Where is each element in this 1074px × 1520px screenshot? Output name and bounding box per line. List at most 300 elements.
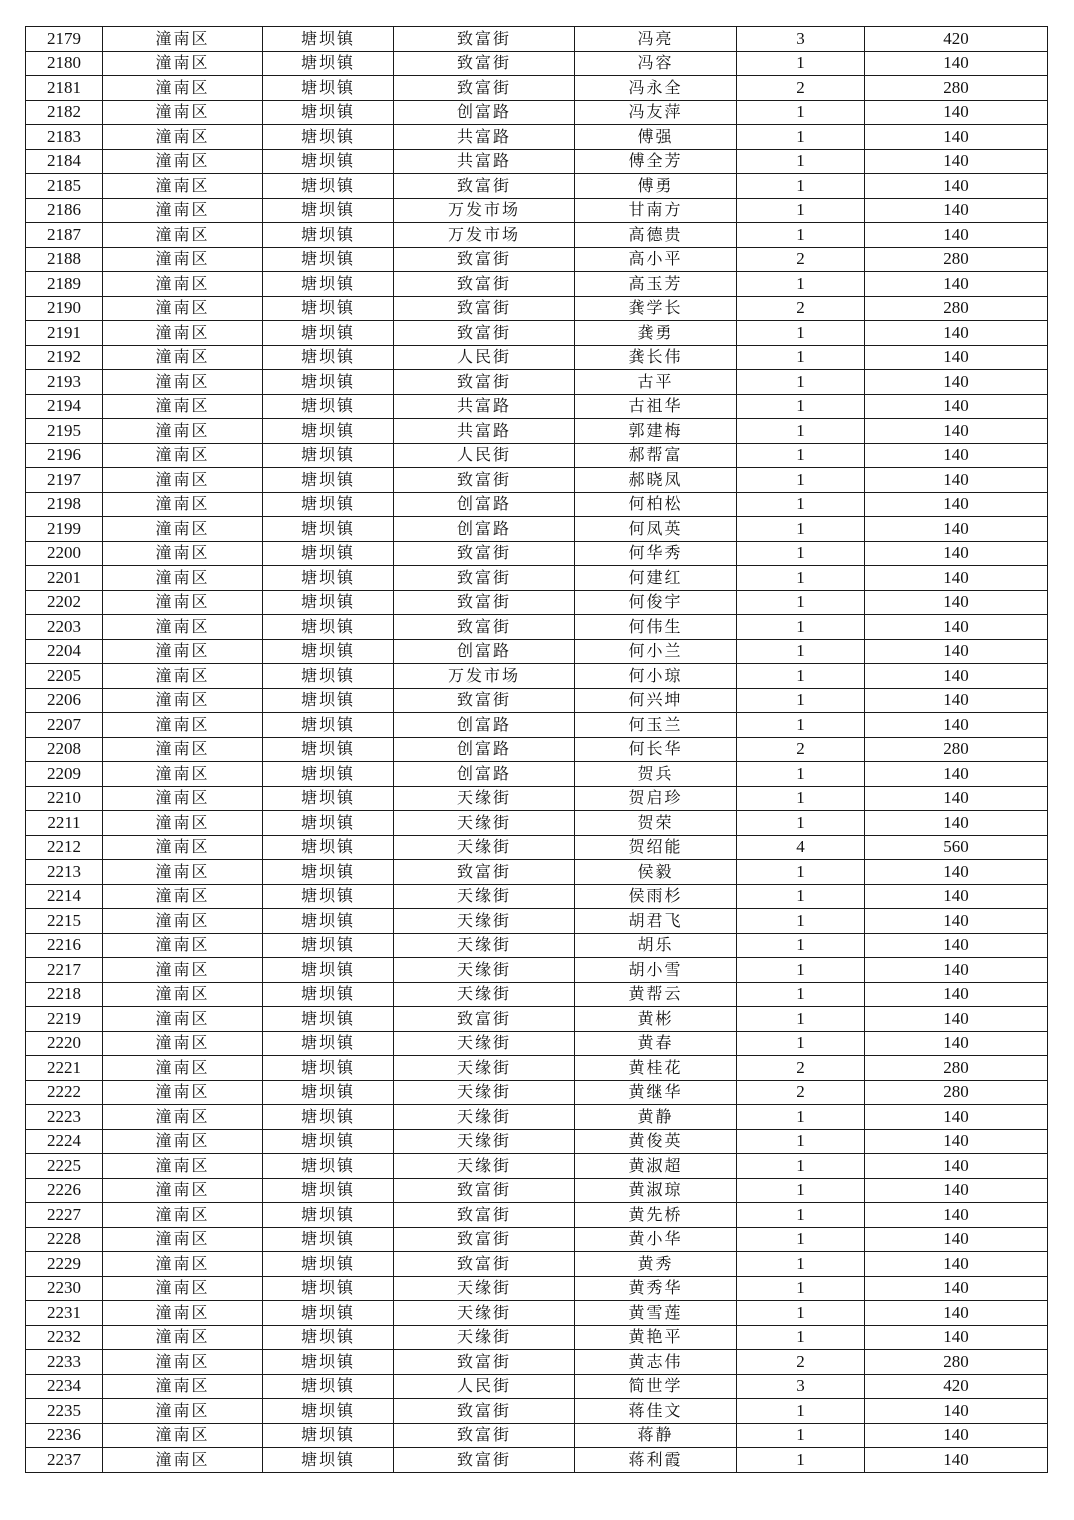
name-cell: 黄春 [575, 1031, 737, 1056]
row-number-cell: 2218 [26, 982, 103, 1007]
street-cell: 天缘街 [394, 884, 575, 909]
name-cell: 何建红 [575, 566, 737, 591]
street-cell: 创富路 [394, 762, 575, 787]
amount-cell: 140 [865, 1031, 1048, 1056]
household-count-cell: 1 [737, 198, 865, 223]
household-count-cell: 2 [737, 1080, 865, 1105]
table-row [26, 1007, 1048, 1032]
district-cell: 潼南区 [103, 566, 263, 591]
amount-cell: 560 [865, 835, 1048, 860]
name-cell: 何柏松 [575, 492, 737, 517]
district-cell: 潼南区 [103, 370, 263, 395]
town-cell: 塘坝镇 [263, 1325, 394, 1350]
household-count-cell: 1 [737, 492, 865, 517]
amount-cell: 140 [865, 566, 1048, 591]
row-number-cell: 2236 [26, 1423, 103, 1448]
district-cell: 潼南区 [103, 419, 263, 444]
name-cell: 蒋佳文 [575, 1399, 737, 1424]
district-cell: 潼南区 [103, 639, 263, 664]
table-row [26, 1080, 1048, 1105]
row-number-cell: 2204 [26, 639, 103, 664]
household-count-cell: 2 [737, 1350, 865, 1375]
row-number-cell: 2193 [26, 370, 103, 395]
town-cell: 塘坝镇 [263, 247, 394, 272]
row-number-cell: 2182 [26, 100, 103, 125]
amount-cell: 140 [865, 51, 1048, 76]
amount-cell: 140 [865, 1129, 1048, 1154]
household-count-cell: 1 [737, 394, 865, 419]
town-cell: 塘坝镇 [263, 394, 394, 419]
street-cell: 天缘街 [394, 1080, 575, 1105]
name-cell: 胡小雪 [575, 958, 737, 983]
table-row [26, 786, 1048, 811]
household-count-cell: 1 [737, 272, 865, 297]
district-cell: 潼南区 [103, 492, 263, 517]
town-cell: 塘坝镇 [263, 737, 394, 762]
street-cell: 天缘街 [394, 933, 575, 958]
table-row [26, 174, 1048, 199]
table-row [26, 321, 1048, 346]
amount-cell: 420 [865, 27, 1048, 52]
amount-cell: 280 [865, 247, 1048, 272]
district-cell: 潼南区 [103, 223, 263, 248]
town-cell: 塘坝镇 [263, 76, 394, 101]
name-cell: 何长华 [575, 737, 737, 762]
town-cell: 塘坝镇 [263, 811, 394, 836]
street-cell: 天缘街 [394, 835, 575, 860]
row-number-cell: 2192 [26, 345, 103, 370]
town-cell: 塘坝镇 [263, 909, 394, 934]
town-cell: 塘坝镇 [263, 590, 394, 615]
row-number-cell: 2199 [26, 517, 103, 542]
name-cell: 黄淑琼 [575, 1178, 737, 1203]
table-row [26, 247, 1048, 272]
household-count-cell: 2 [737, 247, 865, 272]
row-number-cell: 2214 [26, 884, 103, 909]
town-cell: 塘坝镇 [263, 223, 394, 248]
town-cell: 塘坝镇 [263, 762, 394, 787]
row-number-cell: 2198 [26, 492, 103, 517]
district-cell: 潼南区 [103, 1325, 263, 1350]
street-cell: 创富路 [394, 517, 575, 542]
district-cell: 潼南区 [103, 1105, 263, 1130]
town-cell: 塘坝镇 [263, 664, 394, 689]
district-cell: 潼南区 [103, 321, 263, 346]
row-number-cell: 2237 [26, 1448, 103, 1473]
name-cell: 黄雪莲 [575, 1301, 737, 1326]
district-cell: 潼南区 [103, 394, 263, 419]
name-cell: 甘南方 [575, 198, 737, 223]
street-cell: 人民街 [394, 345, 575, 370]
street-cell: 致富街 [394, 1423, 575, 1448]
amount-cell: 140 [865, 1252, 1048, 1277]
street-cell: 创富路 [394, 639, 575, 664]
district-cell: 潼南区 [103, 786, 263, 811]
table-row [26, 884, 1048, 909]
household-count-cell: 1 [737, 615, 865, 640]
name-cell: 蒋利霞 [575, 1448, 737, 1473]
row-number-cell: 2234 [26, 1374, 103, 1399]
name-cell: 冯永全 [575, 76, 737, 101]
town-cell: 塘坝镇 [263, 1252, 394, 1277]
amount-cell: 280 [865, 1350, 1048, 1375]
name-cell: 黄继华 [575, 1080, 737, 1105]
town-cell: 塘坝镇 [263, 443, 394, 468]
household-count-cell: 2 [737, 296, 865, 321]
row-number-cell: 2179 [26, 27, 103, 52]
household-count-cell: 1 [737, 786, 865, 811]
street-cell: 致富街 [394, 1448, 575, 1473]
amount-cell: 140 [865, 1154, 1048, 1179]
row-number-cell: 2191 [26, 321, 103, 346]
street-cell: 致富街 [394, 860, 575, 885]
row-number-cell: 2196 [26, 443, 103, 468]
name-cell: 郝帮富 [575, 443, 737, 468]
street-cell: 致富街 [394, 1178, 575, 1203]
table-row [26, 1276, 1048, 1301]
town-cell: 塘坝镇 [263, 541, 394, 566]
street-cell: 共富路 [394, 419, 575, 444]
row-number-cell: 2206 [26, 688, 103, 713]
town-cell: 塘坝镇 [263, 174, 394, 199]
household-count-cell: 1 [737, 1178, 865, 1203]
name-cell: 黄小华 [575, 1227, 737, 1252]
town-cell: 塘坝镇 [263, 125, 394, 150]
name-cell: 冯友萍 [575, 100, 737, 125]
household-count-cell: 1 [737, 884, 865, 909]
amount-cell: 140 [865, 419, 1048, 444]
district-cell: 潼南区 [103, 1374, 263, 1399]
household-count-cell: 1 [737, 1276, 865, 1301]
amount-cell: 140 [865, 1423, 1048, 1448]
amount-cell: 140 [865, 321, 1048, 346]
household-count-cell: 2 [737, 1056, 865, 1081]
household-count-cell: 1 [737, 639, 865, 664]
street-cell: 致富街 [394, 1227, 575, 1252]
table-row [26, 394, 1048, 419]
town-cell: 塘坝镇 [263, 1227, 394, 1252]
street-cell: 天缘街 [394, 786, 575, 811]
street-cell: 天缘街 [394, 1301, 575, 1326]
row-number-cell: 2232 [26, 1325, 103, 1350]
row-number-cell: 2189 [26, 272, 103, 297]
table-row [26, 688, 1048, 713]
amount-cell: 140 [865, 1105, 1048, 1130]
street-cell: 致富街 [394, 76, 575, 101]
household-count-cell: 1 [737, 1448, 865, 1473]
row-number-cell: 2197 [26, 468, 103, 493]
town-cell: 塘坝镇 [263, 615, 394, 640]
table-row [26, 223, 1048, 248]
name-cell: 黄静 [575, 1105, 737, 1130]
name-cell: 冯容 [575, 51, 737, 76]
table-row [26, 590, 1048, 615]
household-count-cell: 1 [737, 149, 865, 174]
table-row [26, 737, 1048, 762]
town-cell: 塘坝镇 [263, 1080, 394, 1105]
amount-cell: 280 [865, 76, 1048, 101]
row-number-cell: 2210 [26, 786, 103, 811]
table-row [26, 1350, 1048, 1375]
table-row [26, 1374, 1048, 1399]
household-count-cell: 1 [737, 345, 865, 370]
district-cell: 潼南区 [103, 1227, 263, 1252]
town-cell: 塘坝镇 [263, 1154, 394, 1179]
row-number-cell: 2233 [26, 1350, 103, 1375]
table-row [26, 517, 1048, 542]
town-cell: 塘坝镇 [263, 1203, 394, 1228]
table-row [26, 443, 1048, 468]
street-cell: 致富街 [394, 27, 575, 52]
table-row [26, 541, 1048, 566]
district-cell: 潼南区 [103, 1129, 263, 1154]
town-cell: 塘坝镇 [263, 1374, 394, 1399]
district-cell: 潼南区 [103, 296, 263, 321]
district-cell: 潼南区 [103, 688, 263, 713]
district-cell: 潼南区 [103, 664, 263, 689]
street-cell: 共富路 [394, 394, 575, 419]
district-cell: 潼南区 [103, 982, 263, 1007]
district-cell: 潼南区 [103, 198, 263, 223]
town-cell: 塘坝镇 [263, 272, 394, 297]
name-cell: 傅勇 [575, 174, 737, 199]
amount-cell: 140 [865, 1399, 1048, 1424]
district-cell: 潼南区 [103, 247, 263, 272]
household-count-cell: 2 [737, 737, 865, 762]
row-number-cell: 2201 [26, 566, 103, 591]
street-cell: 致富街 [394, 296, 575, 321]
district-cell: 潼南区 [103, 149, 263, 174]
household-count-cell: 1 [737, 370, 865, 395]
amount-cell: 140 [865, 1203, 1048, 1228]
row-number-cell: 2211 [26, 811, 103, 836]
street-cell: 天缘街 [394, 1129, 575, 1154]
household-count-cell: 1 [737, 958, 865, 983]
amount-cell: 140 [865, 639, 1048, 664]
household-count-cell: 1 [737, 860, 865, 885]
name-cell: 高玉芳 [575, 272, 737, 297]
district-cell: 潼南区 [103, 174, 263, 199]
table-row [26, 272, 1048, 297]
district-cell: 潼南区 [103, 1301, 263, 1326]
table-row [26, 1252, 1048, 1277]
household-count-cell: 1 [737, 1007, 865, 1032]
row-number-cell: 2235 [26, 1399, 103, 1424]
name-cell: 何玉兰 [575, 713, 737, 738]
amount-cell: 280 [865, 296, 1048, 321]
amount-cell: 140 [865, 1301, 1048, 1326]
name-cell: 郝晓凤 [575, 468, 737, 493]
table-row [26, 27, 1048, 52]
name-cell: 何兴坤 [575, 688, 737, 713]
table-row [26, 198, 1048, 223]
district-cell: 潼南区 [103, 860, 263, 885]
row-number-cell: 2205 [26, 664, 103, 689]
table-row [26, 982, 1048, 1007]
amount-cell: 140 [865, 688, 1048, 713]
name-cell: 黄彬 [575, 1007, 737, 1032]
household-count-cell: 1 [737, 1252, 865, 1277]
row-number-cell: 2190 [26, 296, 103, 321]
street-cell: 创富路 [394, 100, 575, 125]
street-cell: 天缘街 [394, 1031, 575, 1056]
district-cell: 潼南区 [103, 76, 263, 101]
roster-table [25, 26, 1048, 1473]
amount-cell: 140 [865, 345, 1048, 370]
town-cell: 塘坝镇 [263, 1031, 394, 1056]
street-cell: 创富路 [394, 713, 575, 738]
name-cell: 高小平 [575, 247, 737, 272]
table-row [26, 1399, 1048, 1424]
street-cell: 致富街 [394, 1350, 575, 1375]
street-cell: 致富街 [394, 688, 575, 713]
row-number-cell: 2230 [26, 1276, 103, 1301]
row-number-cell: 2221 [26, 1056, 103, 1081]
street-cell: 万发市场 [394, 664, 575, 689]
district-cell: 潼南区 [103, 1399, 263, 1424]
household-count-cell: 1 [737, 1105, 865, 1130]
amount-cell: 140 [865, 786, 1048, 811]
name-cell: 何小琼 [575, 664, 737, 689]
household-count-cell: 1 [737, 517, 865, 542]
town-cell: 塘坝镇 [263, 933, 394, 958]
street-cell: 人民街 [394, 1374, 575, 1399]
household-count-cell: 2 [737, 76, 865, 101]
household-count-cell: 1 [737, 811, 865, 836]
district-cell: 潼南区 [103, 835, 263, 860]
table-row [26, 76, 1048, 101]
street-cell: 共富路 [394, 149, 575, 174]
street-cell: 致富街 [394, 247, 575, 272]
amount-cell: 140 [865, 468, 1048, 493]
name-cell: 何华秀 [575, 541, 737, 566]
town-cell: 塘坝镇 [263, 51, 394, 76]
district-cell: 潼南区 [103, 272, 263, 297]
name-cell: 胡乐 [575, 933, 737, 958]
town-cell: 塘坝镇 [263, 1350, 394, 1375]
district-cell: 潼南区 [103, 590, 263, 615]
amount-cell: 280 [865, 737, 1048, 762]
name-cell: 郭建梅 [575, 419, 737, 444]
street-cell: 万发市场 [394, 223, 575, 248]
row-number-cell: 2216 [26, 933, 103, 958]
district-cell: 潼南区 [103, 762, 263, 787]
amount-cell: 140 [865, 370, 1048, 395]
street-cell: 天缘街 [394, 1276, 575, 1301]
town-cell: 塘坝镇 [263, 566, 394, 591]
name-cell: 贺兵 [575, 762, 737, 787]
table-row [26, 370, 1048, 395]
district-cell: 潼南区 [103, 933, 263, 958]
name-cell: 黄志伟 [575, 1350, 737, 1375]
table-row [26, 1227, 1048, 1252]
document-page [25, 26, 1047, 1473]
household-count-cell: 1 [737, 443, 865, 468]
name-cell: 蒋静 [575, 1423, 737, 1448]
town-cell: 塘坝镇 [263, 1276, 394, 1301]
name-cell: 贺启珍 [575, 786, 737, 811]
household-count-cell: 1 [737, 1031, 865, 1056]
town-cell: 塘坝镇 [263, 296, 394, 321]
district-cell: 潼南区 [103, 1178, 263, 1203]
row-number-cell: 2224 [26, 1129, 103, 1154]
town-cell: 塘坝镇 [263, 713, 394, 738]
name-cell: 侯毅 [575, 860, 737, 885]
row-number-cell: 2231 [26, 1301, 103, 1326]
name-cell: 何小兰 [575, 639, 737, 664]
row-number-cell: 2184 [26, 149, 103, 174]
district-cell: 潼南区 [103, 1203, 263, 1228]
household-count-cell: 1 [737, 1203, 865, 1228]
amount-cell: 140 [865, 1007, 1048, 1032]
household-count-cell: 1 [737, 100, 865, 125]
amount-cell: 140 [865, 517, 1048, 542]
town-cell: 塘坝镇 [263, 1399, 394, 1424]
name-cell: 黄俊英 [575, 1129, 737, 1154]
amount-cell: 140 [865, 1227, 1048, 1252]
town-cell: 塘坝镇 [263, 517, 394, 542]
row-number-cell: 2222 [26, 1080, 103, 1105]
amount-cell: 140 [865, 590, 1048, 615]
amount-cell: 140 [865, 492, 1048, 517]
town-cell: 塘坝镇 [263, 198, 394, 223]
district-cell: 潼南区 [103, 958, 263, 983]
district-cell: 潼南区 [103, 1007, 263, 1032]
amount-cell: 140 [865, 860, 1048, 885]
name-cell: 黄秀华 [575, 1276, 737, 1301]
name-cell: 傅强 [575, 125, 737, 150]
name-cell: 侯雨杉 [575, 884, 737, 909]
district-cell: 潼南区 [103, 517, 263, 542]
name-cell: 高德贵 [575, 223, 737, 248]
table-row [26, 762, 1048, 787]
street-cell: 共富路 [394, 125, 575, 150]
name-cell: 黄艳平 [575, 1325, 737, 1350]
name-cell: 何俊宇 [575, 590, 737, 615]
district-cell: 潼南区 [103, 541, 263, 566]
name-cell: 古平 [575, 370, 737, 395]
district-cell: 潼南区 [103, 1154, 263, 1179]
street-cell: 致富街 [394, 468, 575, 493]
district-cell: 潼南区 [103, 1056, 263, 1081]
table-row [26, 149, 1048, 174]
row-number-cell: 2207 [26, 713, 103, 738]
district-cell: 潼南区 [103, 125, 263, 150]
amount-cell: 140 [865, 174, 1048, 199]
table-row [26, 860, 1048, 885]
town-cell: 塘坝镇 [263, 1423, 394, 1448]
row-number-cell: 2200 [26, 541, 103, 566]
row-number-cell: 2212 [26, 835, 103, 860]
table-row [26, 1105, 1048, 1130]
household-count-cell: 3 [737, 27, 865, 52]
amount-cell: 140 [865, 1178, 1048, 1203]
table-row [26, 713, 1048, 738]
town-cell: 塘坝镇 [263, 982, 394, 1007]
table-row [26, 51, 1048, 76]
amount-cell: 140 [865, 198, 1048, 223]
town-cell: 塘坝镇 [263, 884, 394, 909]
town-cell: 塘坝镇 [263, 1178, 394, 1203]
amount-cell: 140 [865, 909, 1048, 934]
street-cell: 天缘街 [394, 958, 575, 983]
town-cell: 塘坝镇 [263, 958, 394, 983]
household-count-cell: 4 [737, 835, 865, 860]
street-cell: 致富街 [394, 541, 575, 566]
town-cell: 塘坝镇 [263, 419, 394, 444]
amount-cell: 140 [865, 713, 1048, 738]
household-count-cell: 1 [737, 223, 865, 248]
